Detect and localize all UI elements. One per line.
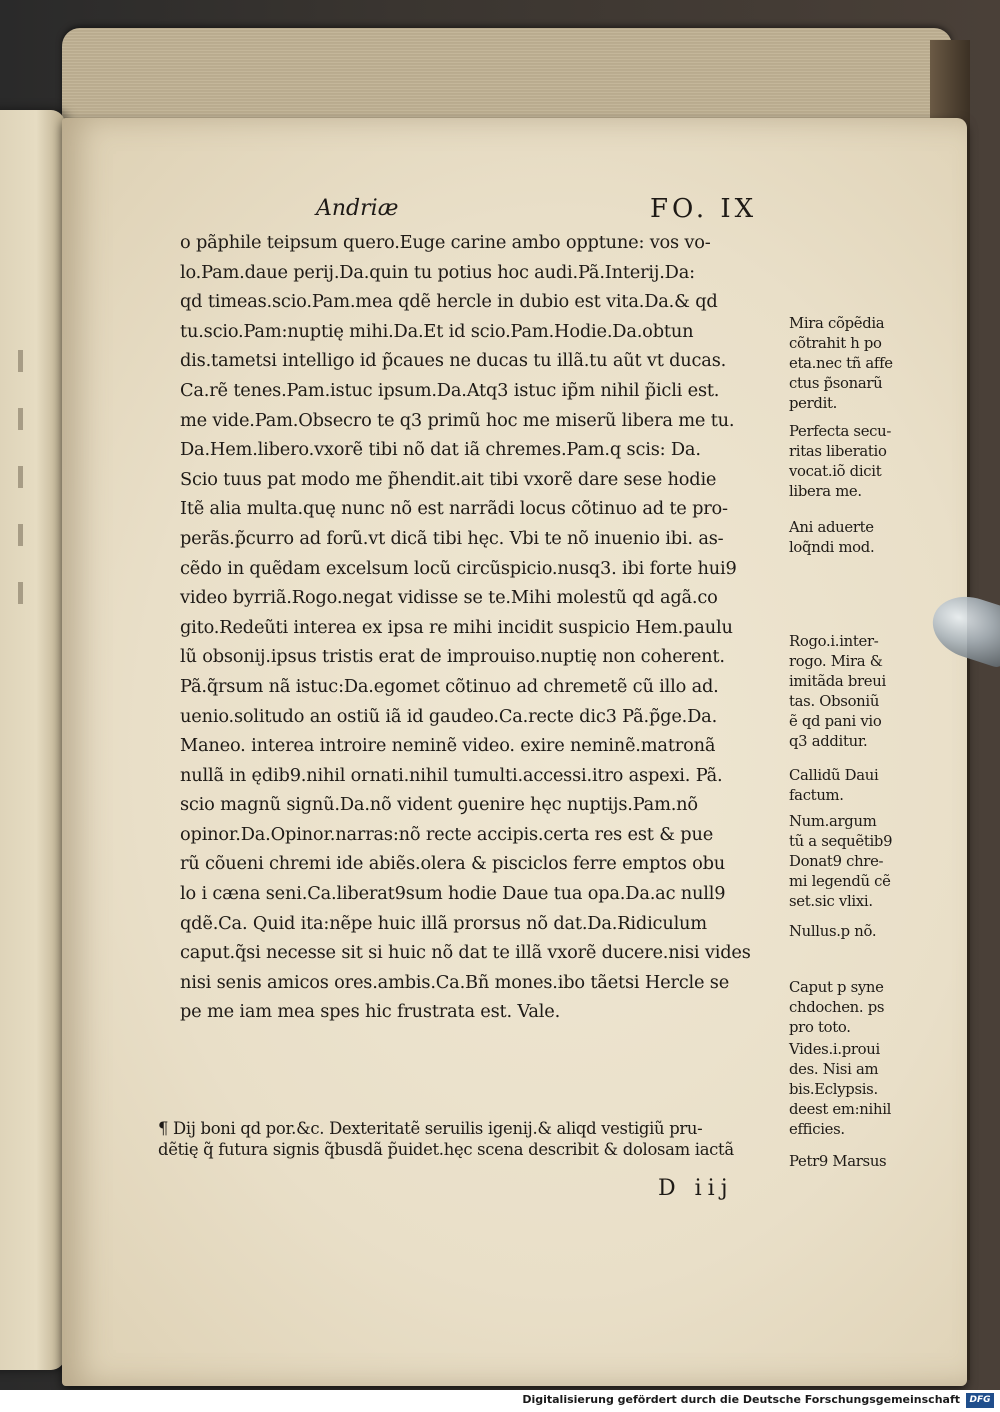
text-line: scio magnũ signũ.Da.nõ vident ꝯuenire hęc nuptijs.Pam.nõ xyxy=(180,794,698,816)
marginal-note-line: Callidũ Daui xyxy=(789,767,879,784)
marginal-note-line: Rogo.i.inter- xyxy=(789,633,879,650)
main-text-block xyxy=(180,228,780,1027)
text-line: qd timeas.scio.Pam.mea qdẽ hercle in dubio est vita.Da.& qd xyxy=(180,291,718,313)
marginal-note-line: pro toto. xyxy=(789,1019,851,1036)
book-page xyxy=(62,118,967,1386)
marginal-note-line: imitãda breui xyxy=(789,673,886,690)
show-through-marks xyxy=(18,350,24,640)
marginal-note-line: ritas liberatio xyxy=(789,443,887,460)
marginal-note-line: perdit. xyxy=(789,395,838,412)
text-line: qdẽ.Ca. Quid ita:nẽpe huic illã prorsus nõ dat.Da.Ridiculum xyxy=(180,912,707,934)
marginal-note-line: Mira cõpẽdia xyxy=(789,315,885,332)
footer-bar xyxy=(0,1390,1000,1412)
marginal-note-line: factum. xyxy=(789,787,844,804)
marginal-note-line: set.sic vlixi. xyxy=(789,893,873,910)
marginal-note xyxy=(789,314,893,414)
marginal-note-line: Num.argum xyxy=(789,813,877,830)
text-line: uenio.solitudo an ostiũ iã id gaudeo.Ca.recte dic3 Pã.p̃ge.Da. xyxy=(180,705,718,727)
text-line: lo.Pam.daue perij.Da.quin tu potius hoc audi.Pã.Interij.Da: xyxy=(180,261,695,283)
text-line: cẽdo in quẽdam excelsum locũ circũspicio.nusq3. ibi forte hui9 xyxy=(180,557,737,579)
text-line: Itẽ alia multa.quę nunc nõ est narrãdi locus cõtinuo ad te pro- xyxy=(180,498,728,520)
marginal-note xyxy=(789,978,884,1038)
text-line: Da.Hem.libero.vxorẽ tibi nõ dat iã chremes.Pam.q scis: Da. xyxy=(180,439,701,461)
left-page-edge xyxy=(0,110,65,1370)
marginal-note-line: cõtrahit h po xyxy=(789,335,882,352)
text-line: Scio tuus pat modo me p̃hendit.ait tibi vxorẽ dare sese hodie xyxy=(180,468,717,490)
marginal-note-line: Petr9 Marsus xyxy=(789,1153,887,1170)
marginal-note xyxy=(789,518,874,558)
text-line: caput.q̃si necesse sit si huic nõ dat te illã vxorẽ ducere.nisi vides xyxy=(180,942,751,964)
marginal-note-line: Caput p syne xyxy=(789,979,884,996)
marginal-note-line: Nullus.p nõ. xyxy=(789,923,877,940)
text-line: nullã in ędib9.nihil ornati.nihil tumulti.accessi.itro aspexi. Pã. xyxy=(180,764,723,786)
text-line: video byrriã.Rogo.negat vidisse se te.Mihi molestũ qd agã.co xyxy=(180,587,718,609)
marginal-note xyxy=(789,632,886,752)
text-line: Maneo. interea introire neminẽ video. exire neminẽ.matronã xyxy=(180,735,716,757)
marginal-note-line: ctus p̃sonarũ xyxy=(789,375,883,392)
marginal-note-line: mi legendũ cẽ xyxy=(789,873,891,890)
marginal-note-line: deest em:nihil xyxy=(789,1101,892,1118)
marginal-note-line: bis.Eclypsis. xyxy=(789,1081,878,1098)
text-line: pe me iam mea spes hic frustrata est. Vale. xyxy=(180,1001,561,1023)
marginal-note-line: tas. Obsoniũ xyxy=(789,693,880,710)
marginal-note xyxy=(789,1152,886,1172)
marginal-note-line: Donat9 chre- xyxy=(789,853,884,870)
marginal-note-line: ẽ qd pani vio xyxy=(789,713,882,730)
marginal-note-line: efficies. xyxy=(789,1121,845,1138)
marginal-note-line: vocat.iõ dicit xyxy=(789,463,882,480)
text-line: opinor.Da.Opinor.narras:nõ recte accipis.certa res est & pue xyxy=(180,823,714,845)
marginal-note-line: rogo. Mira & xyxy=(789,653,883,670)
text-line: me vide.Pam.Obsecro te q3 primũ hoc me miserũ libera me tu. xyxy=(180,409,735,431)
text-line: o pãphile teipsum quero.Euge carine ambo opptune: vos vo- xyxy=(180,232,711,253)
marginal-note xyxy=(789,1040,891,1140)
marginal-note-line: Perfecta secu- xyxy=(789,423,892,440)
signature-mark: D iij xyxy=(658,1176,734,1201)
commentary-line: dẽtię q̃ futura signis q̃busdã p̃uidet.hęc scena describit & dolosam iactã xyxy=(158,1140,734,1159)
text-line: perãs.p̃curro ad forũ.vt dicã tibi hęc. Vbi te nõ inuenio ibi. as- xyxy=(180,527,724,549)
text-line: nisi senis amicos ores.ambis.Ca.Bñ mones.ibo tãetsi Hercle se xyxy=(180,971,730,993)
text-line: tu.scio.Pam:nuptię mihi.Da.Et id scio.Pam.Hodie.Da.obtun xyxy=(180,320,694,342)
running-head: Andriæ xyxy=(316,196,399,221)
commentary-line: ¶ Dij boni qd por.&c. Dexteritatẽ seruilis igenij.& aliqd vestigiũ pru- xyxy=(158,1119,703,1138)
text-line: rũ cõueni chremi ide abiẽs.olera & pisciclos ferre emptos obu xyxy=(180,853,726,875)
marginal-note-line: q3 additur. xyxy=(789,733,868,750)
marginal-note-line: Ani aduerte xyxy=(789,519,874,536)
dfg-logo: DFG xyxy=(966,1393,994,1408)
text-line: Ca.rẽ tenes.Pam.istuc ipsum.Da.Atq3 istuc ip̃m nihil p̃icli est. xyxy=(180,379,720,401)
marginal-note-line: eta.nec tñ affe xyxy=(789,355,893,372)
marginal-note-line: Vides.i.proui xyxy=(789,1041,880,1058)
text-line: lũ obsonij.ipsus tristis erat de improuiso.nuptię non coherent. xyxy=(180,646,725,668)
marginal-note xyxy=(789,812,892,912)
folio-number: FO. IX xyxy=(650,194,758,224)
commentary-block xyxy=(158,1118,788,1160)
text-line: dis.tametsi intelligo id p̃caues ne ducas tu illã.tu aũt vt ducas. xyxy=(180,350,727,372)
marginal-note xyxy=(789,766,878,806)
marginal-note xyxy=(789,422,891,502)
text-line: gito.Redeũti interea ex ipsa re mihi incidit suspicio Hem.paulu xyxy=(180,616,733,638)
footer-credit: Digitalisierung gefördert durch die Deutsche Forschungsgemeinschaft xyxy=(522,1393,960,1406)
marginal-note-line: chdochen. ps xyxy=(789,999,885,1016)
marginal-note-line: des. Nisi am xyxy=(789,1061,879,1078)
text-line: lo i cæna seni.Ca.liberat9sum hodie Daue tua opa.Da.ac null9 xyxy=(180,883,726,905)
marginal-note-line: libera me. xyxy=(789,483,862,500)
marginal-note-line: tũ a sequẽtib9 xyxy=(789,833,893,850)
marginal-note-line: loq̃ndi mod. xyxy=(789,539,875,556)
text-line: Pã.q̃rsum nã istuc:Da.egomet cõtinuo ad chremetẽ cũ illo ad. xyxy=(180,675,719,697)
marginal-note xyxy=(789,922,876,942)
